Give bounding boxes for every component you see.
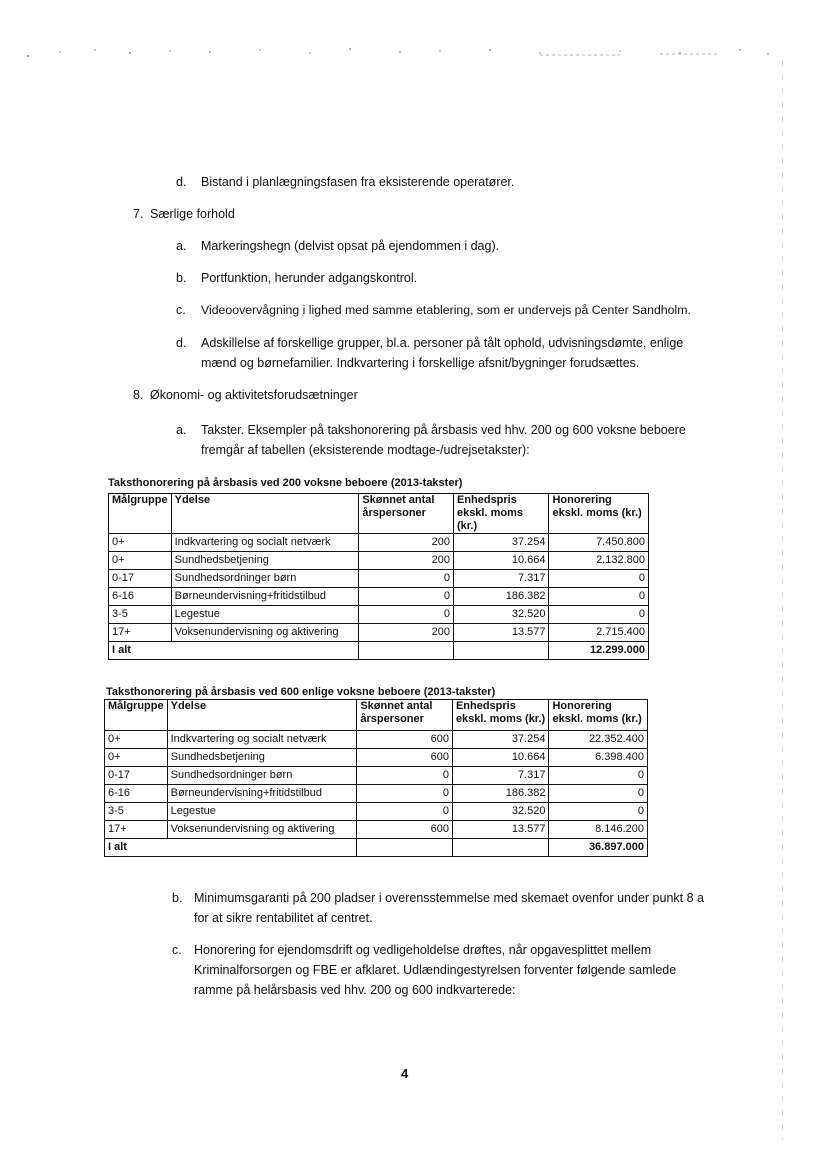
table-cell: 200 bbox=[359, 624, 454, 642]
table-cell: 186.382 bbox=[453, 588, 549, 606]
table-cell: Indkvartering og socialt netværk bbox=[171, 534, 359, 552]
table-cell: 0 bbox=[549, 570, 649, 588]
table2-header-row bbox=[105, 700, 648, 731]
table-row bbox=[105, 821, 648, 839]
table-cell: 13.577 bbox=[453, 624, 549, 642]
table-cell: 600 bbox=[357, 731, 453, 749]
item-7d-label: d. bbox=[176, 336, 187, 350]
table-cell: 0 bbox=[357, 803, 453, 821]
table-cell: 0 bbox=[359, 606, 454, 624]
table1-header-cell: Ydelse bbox=[171, 494, 359, 534]
table-cell bbox=[357, 839, 453, 857]
table-row bbox=[109, 534, 649, 552]
table2-total-row bbox=[105, 839, 648, 857]
table-cell: 32.520 bbox=[452, 803, 549, 821]
table-cell: Sundhedsordninger børn bbox=[171, 570, 359, 588]
table-cell: 37.254 bbox=[453, 534, 549, 552]
table-cell: 0 bbox=[549, 785, 648, 803]
table-cell: 32.520 bbox=[453, 606, 549, 624]
table-cell: Børneundervisning+fritidstilbud bbox=[171, 588, 359, 606]
table-cell: 37.254 bbox=[452, 731, 549, 749]
table-cell: 6-16 bbox=[109, 588, 172, 606]
table1-header-cell: Honorering ekskl. moms (kr.) bbox=[549, 494, 649, 534]
table2-header-cell: Ydelse bbox=[167, 700, 357, 731]
table-cell: 200 bbox=[359, 534, 454, 552]
table-cell: Voksenundervisning og aktivering bbox=[167, 821, 357, 839]
table-row bbox=[105, 749, 648, 767]
table1-total-value: 12.299.000 bbox=[549, 642, 649, 660]
table-cell: 7.317 bbox=[453, 570, 549, 588]
table-row bbox=[109, 606, 649, 624]
table-cell: 0 bbox=[549, 767, 648, 785]
table-row bbox=[109, 552, 649, 570]
table-cell: Børneundervisning+fritidstilbud bbox=[167, 785, 357, 803]
table-cell: 0 bbox=[357, 767, 453, 785]
table-cell: 0+ bbox=[109, 552, 172, 570]
table-row bbox=[105, 803, 648, 821]
table-cell: 2.132.800 bbox=[549, 552, 649, 570]
table-cell: 0 bbox=[359, 588, 454, 606]
table1-header-cell: Enhedspris ekskl. moms (kr.) bbox=[453, 494, 549, 534]
table2-header-cell: Honorering ekskl. moms (kr.) bbox=[549, 700, 648, 731]
item-7c-text: Videoovervågning i lighed med samme etablering, som er undervejs på Center Sandholm. bbox=[201, 303, 691, 317]
table2-header-cell: Målgruppe bbox=[105, 700, 168, 731]
table-cell: 17+ bbox=[105, 821, 168, 839]
item-7c-label: c. bbox=[176, 303, 186, 317]
table-cell: Voksenundervisning og aktivering bbox=[171, 624, 359, 642]
section-7-label: 7. bbox=[133, 207, 144, 221]
table2-total-value: 36.897.000 bbox=[549, 839, 648, 857]
table1 bbox=[108, 493, 649, 660]
scan-edge-right bbox=[782, 60, 783, 1140]
item-8a-text: Takster. Eksempler på takshonorering på årsbasis ved hhv. 200 og 600 voksne beboere fremgår af tabellen (eksisterende modtage-/udrejsetakster): bbox=[201, 423, 686, 457]
table1-caption: Taksthonorering på årsbasis ved 200 voksne beboere (2013-takster) bbox=[108, 477, 463, 489]
item-7a-label: a. bbox=[176, 239, 187, 253]
item-8a-label: a. bbox=[176, 423, 187, 437]
table2-header-cell: Enhedspris ekskl. moms (kr.) bbox=[452, 700, 549, 731]
table-cell: 17+ bbox=[109, 624, 172, 642]
item-8c-label: c. bbox=[172, 943, 182, 957]
table-cell: 0 bbox=[357, 785, 453, 803]
table2 bbox=[104, 699, 648, 857]
table-cell: 0 bbox=[549, 803, 648, 821]
table-cell: Sundhedsbetjening bbox=[171, 552, 359, 570]
table-row bbox=[105, 731, 648, 749]
table1-header-row bbox=[109, 494, 649, 534]
table-cell bbox=[359, 642, 454, 660]
item-7d-text: Adskillelse af forskellige grupper, bl.a. personer på tålt ophold, udvisningsdømte, enlige mænd og børnefamilier. Indkvartering i forskellige afsnit/bygninger forudsættes. bbox=[201, 336, 684, 370]
table-cell: 2.715.400 bbox=[549, 624, 649, 642]
table2-caption: Taksthonorering på årsbasis ved 600 enlige voksne beboere (2013-takster) bbox=[106, 686, 496, 698]
item-8b-label: b. bbox=[172, 891, 183, 905]
table-row bbox=[105, 785, 648, 803]
table-cell: 0 bbox=[549, 606, 649, 624]
table1-total-row bbox=[109, 642, 649, 660]
table-cell: 6.398.400 bbox=[549, 749, 648, 767]
table-cell: 8.146.200 bbox=[549, 821, 648, 839]
table-cell: 0+ bbox=[109, 534, 172, 552]
table-cell: Legestue bbox=[167, 803, 357, 821]
table-cell: 7.450.800 bbox=[549, 534, 649, 552]
table-cell: 0+ bbox=[105, 749, 168, 767]
section-7-title: Særlige forhold bbox=[150, 207, 235, 221]
table-cell: 200 bbox=[359, 552, 454, 570]
table-cell bbox=[452, 839, 549, 857]
item-7b-text: Portfunktion, herunder adgangskontrol. bbox=[201, 271, 418, 285]
table-cell: 0-17 bbox=[109, 570, 172, 588]
table-row bbox=[109, 624, 649, 642]
table-cell bbox=[453, 642, 549, 660]
item-7b-label: b. bbox=[176, 271, 187, 285]
table-cell: 7.317 bbox=[452, 767, 549, 785]
table-row bbox=[109, 588, 649, 606]
table-cell: 0+ bbox=[105, 731, 168, 749]
table-cell: 0 bbox=[549, 588, 649, 606]
item-8b-text: Minimumsgaranti på 200 pladser i overensstemmelse med skemaet ovenfor under punkt 8 a for at sikre rentabilitet af centret. bbox=[194, 891, 704, 925]
table-cell: 3-5 bbox=[109, 606, 172, 624]
table-cell: 13.577 bbox=[452, 821, 549, 839]
section-8-title: Økonomi- og aktivitetsforudsætninger bbox=[150, 388, 358, 402]
table1-header-cell: Målgruppe bbox=[109, 494, 172, 534]
table-row bbox=[109, 570, 649, 588]
table-cell: Sundhedsbetjening bbox=[167, 749, 357, 767]
item-8c-text: Honorering for ejendomsdrift og vedligeholdelse drøftes, når opgavesplittet mellem Kriminalforsorgen og FBE er afklaret. Udlændingestyrelsen forventer følgende samlede ramme på helårsbasis ved hhv. 200 og 600 indkvarterede: bbox=[194, 943, 677, 997]
table-cell: 6-16 bbox=[105, 785, 168, 803]
table-cell: 600 bbox=[357, 749, 453, 767]
table1-header-cell: Skønnet antal årspersoner bbox=[359, 494, 454, 534]
table-cell: 0 bbox=[359, 570, 454, 588]
scan-noise-top bbox=[20, 44, 780, 62]
item-d-label: d. bbox=[176, 175, 187, 189]
item-d-text: Bistand i planlægningsfasen fra eksisterende operatører. bbox=[201, 175, 515, 189]
table-cell: Sundhedsordninger børn bbox=[167, 767, 357, 785]
table-cell: 186.382 bbox=[452, 785, 549, 803]
table-cell: 10.664 bbox=[453, 552, 549, 570]
table-cell: 3-5 bbox=[105, 803, 168, 821]
table-cell: Legestue bbox=[171, 606, 359, 624]
table-cell: 600 bbox=[357, 821, 453, 839]
table-row bbox=[105, 767, 648, 785]
table2-total-label: I alt bbox=[105, 839, 357, 857]
table-cell: 10.664 bbox=[452, 749, 549, 767]
section-8-label: 8. bbox=[133, 388, 144, 402]
page-number: 4 bbox=[401, 1066, 409, 1081]
table-cell: 22.352.400 bbox=[549, 731, 648, 749]
table-cell: 0-17 bbox=[105, 767, 168, 785]
table1-total-label: I alt bbox=[109, 642, 359, 660]
item-7a-text: Markeringshegn (delvist opsat på ejendommen i dag). bbox=[201, 239, 500, 253]
table-cell: Indkvartering og socialt netværk bbox=[167, 731, 357, 749]
table2-header-cell: Skønnet antal årspersoner bbox=[357, 700, 453, 731]
